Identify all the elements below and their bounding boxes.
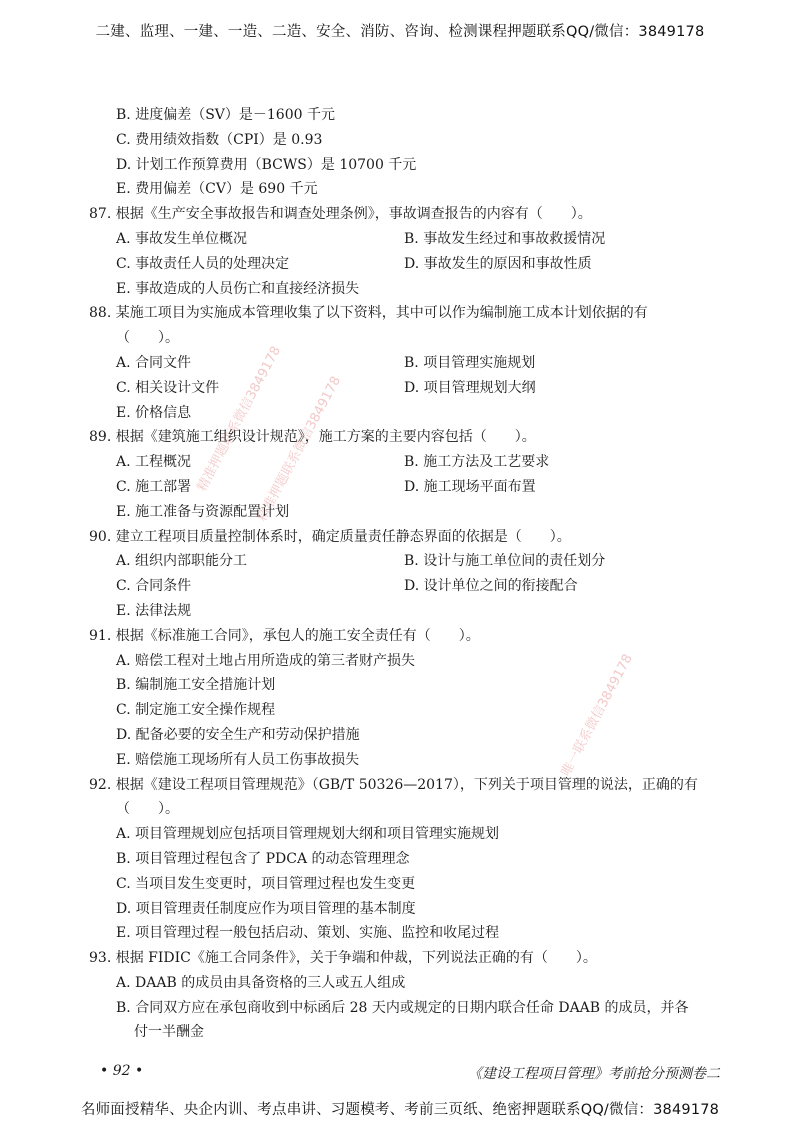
header-banner: 二建、监理、一建、一造、二造、安全、消防、咨询、检测课程押题联系QQ/微信：3849178 [95,24,705,40]
question-92-stem: 92. 根据《建设工程项目管理规范》（GB/T 50326—2017），下列关于项目管理的说法，正确的有 [89,776,698,793]
option-c: C. 当项目发生变更时，项目管理过程也发生变更 [116,875,416,892]
option-a: A. 合同文件 [116,354,192,371]
option-row [89,252,729,277]
option-b: B. 项目管理实施规划 [404,354,536,371]
option-c: C. 施工部署 [116,478,192,495]
option-row [89,450,729,475]
option-e: E. 赔偿施工现场所有人员工伤事故损失 [116,751,360,768]
option-c: C. 制定施工安全操作规程 [116,702,276,719]
option-e: E. 施工准备与资源配置计划 [116,503,290,520]
question-89-stem: 89. 根据《建筑施工组织设计规范》，施工方案的主要内容包括（ ）。 [89,429,536,446]
option-c: C. 合同条件 [116,578,192,595]
option-line: B. 进度偏差（SV）是－1600 千元 [116,107,335,123]
question-88-stem: 88. 某施工项目为实施成本管理收集了以下资料，其中可以作为编制施工成本计划依据的有 [89,305,648,322]
option-e: E. 项目管理过程一般包括启动、策划、实施、监控和收尾过程 [116,925,500,942]
option-d: D. 设计单位之间的衔接配合 [404,578,578,595]
option-row [89,549,729,574]
option-row [89,376,729,401]
option-e: E. 事故造成的人员伤亡和直接经济损失 [116,280,360,297]
book-title: 《建设工程项目管理》考前抢分预测卷二 [468,1066,720,1082]
option-line: E. 费用偏差（CV）是 690 千元 [116,181,318,198]
watermark-1: 精准押题联系微信3849178 [194,344,285,494]
question-92-stem-cont: （ ）。 [116,801,179,818]
option-row [89,351,729,376]
option-b: B. 项目管理过程包含了 PDCA 的动态管理理念 [116,850,410,867]
option-line: C. 费用绩效指数（CPI）是 0.93 [116,131,323,148]
option-row [89,574,729,599]
option-d: D. 施工现场平面布置 [404,478,536,495]
option-d: D. 事故发生的原因和事故性质 [404,255,592,272]
option-c: C. 事故责任人员的处理决定 [116,255,290,272]
option-a: A. 赔偿工程对土地占用所造成的第三者财产损失 [116,652,416,669]
question-88-stem-cont: （ ）。 [116,330,179,347]
question-90-stem: 90. 建立工程项目质量控制体系时，确定质量责任静态界面的依据是（ ）。 [89,528,571,545]
option-d: D. 项目管理责任制度应作为项目管理的基本制度 [116,900,416,917]
option-b: B. 合同双方应在承包商收到中标函后 28 天内或规定的日期内联合任命 DAAB 的成员，并各 [116,999,689,1016]
question-body [89,103,729,1045]
question-87-stem: 87. 根据《生产安全事故报告和调查处理条例》，事故调查报告的内容有（ ）。 [89,206,592,223]
option-b: B. 事故发生经过和事故救援情况 [404,230,606,247]
option-e: E. 法律法规 [116,602,192,619]
option-e: E. 价格信息 [116,404,192,421]
option-row [89,227,729,252]
watermark-3: 唯一联系微信3849178 [558,651,636,779]
option-b: B. 设计与施工单位间的责任划分 [404,553,606,570]
option-b-cont: 付一半酬金 [134,1024,204,1041]
option-c: C. 相关设计文件 [116,379,220,396]
option-d: D. 配备必要的安全生产和劳动保护措施 [116,726,360,743]
option-d: D. 项目管理规划大纲 [404,379,536,396]
question-93-stem: 93. 根据 FIDIC《施工合同条件》，关于争端和仲裁，下列说法正确的有（ ）。 [89,950,597,967]
option-row [89,475,729,500]
question-91-stem: 91. 根据《标准施工合同》，承包人的施工安全责任有（ ）。 [89,627,480,644]
option-a: A. DAAB 的成员由具备资格的三人或五人组成 [116,974,406,991]
option-a: A. 组织内部职能分工 [116,553,248,570]
option-line: D. 计划工作预算费用（BCWS）是 10700 千元 [116,156,417,173]
option-b: B. 施工方法及工艺要求 [404,454,550,471]
watermark-2: 精准押题联系微信3849178 [254,374,345,524]
footer-banner: 名师面授精华、央企内训、考点串讲、习题模考、考前三页纸、绝密押题联系QQ/微信：3849178 [80,1102,720,1118]
page-number: • 92 • [100,1063,144,1079]
page-footer [0,1063,800,1085]
option-a: A. 工程概况 [116,454,192,471]
option-a: A. 事故发生单位概况 [116,230,248,247]
option-a: A. 项目管理规划应包括项目管理规划大纲和项目管理实施规划 [116,826,500,843]
option-b: B. 编制施工安全措施计划 [116,677,276,694]
